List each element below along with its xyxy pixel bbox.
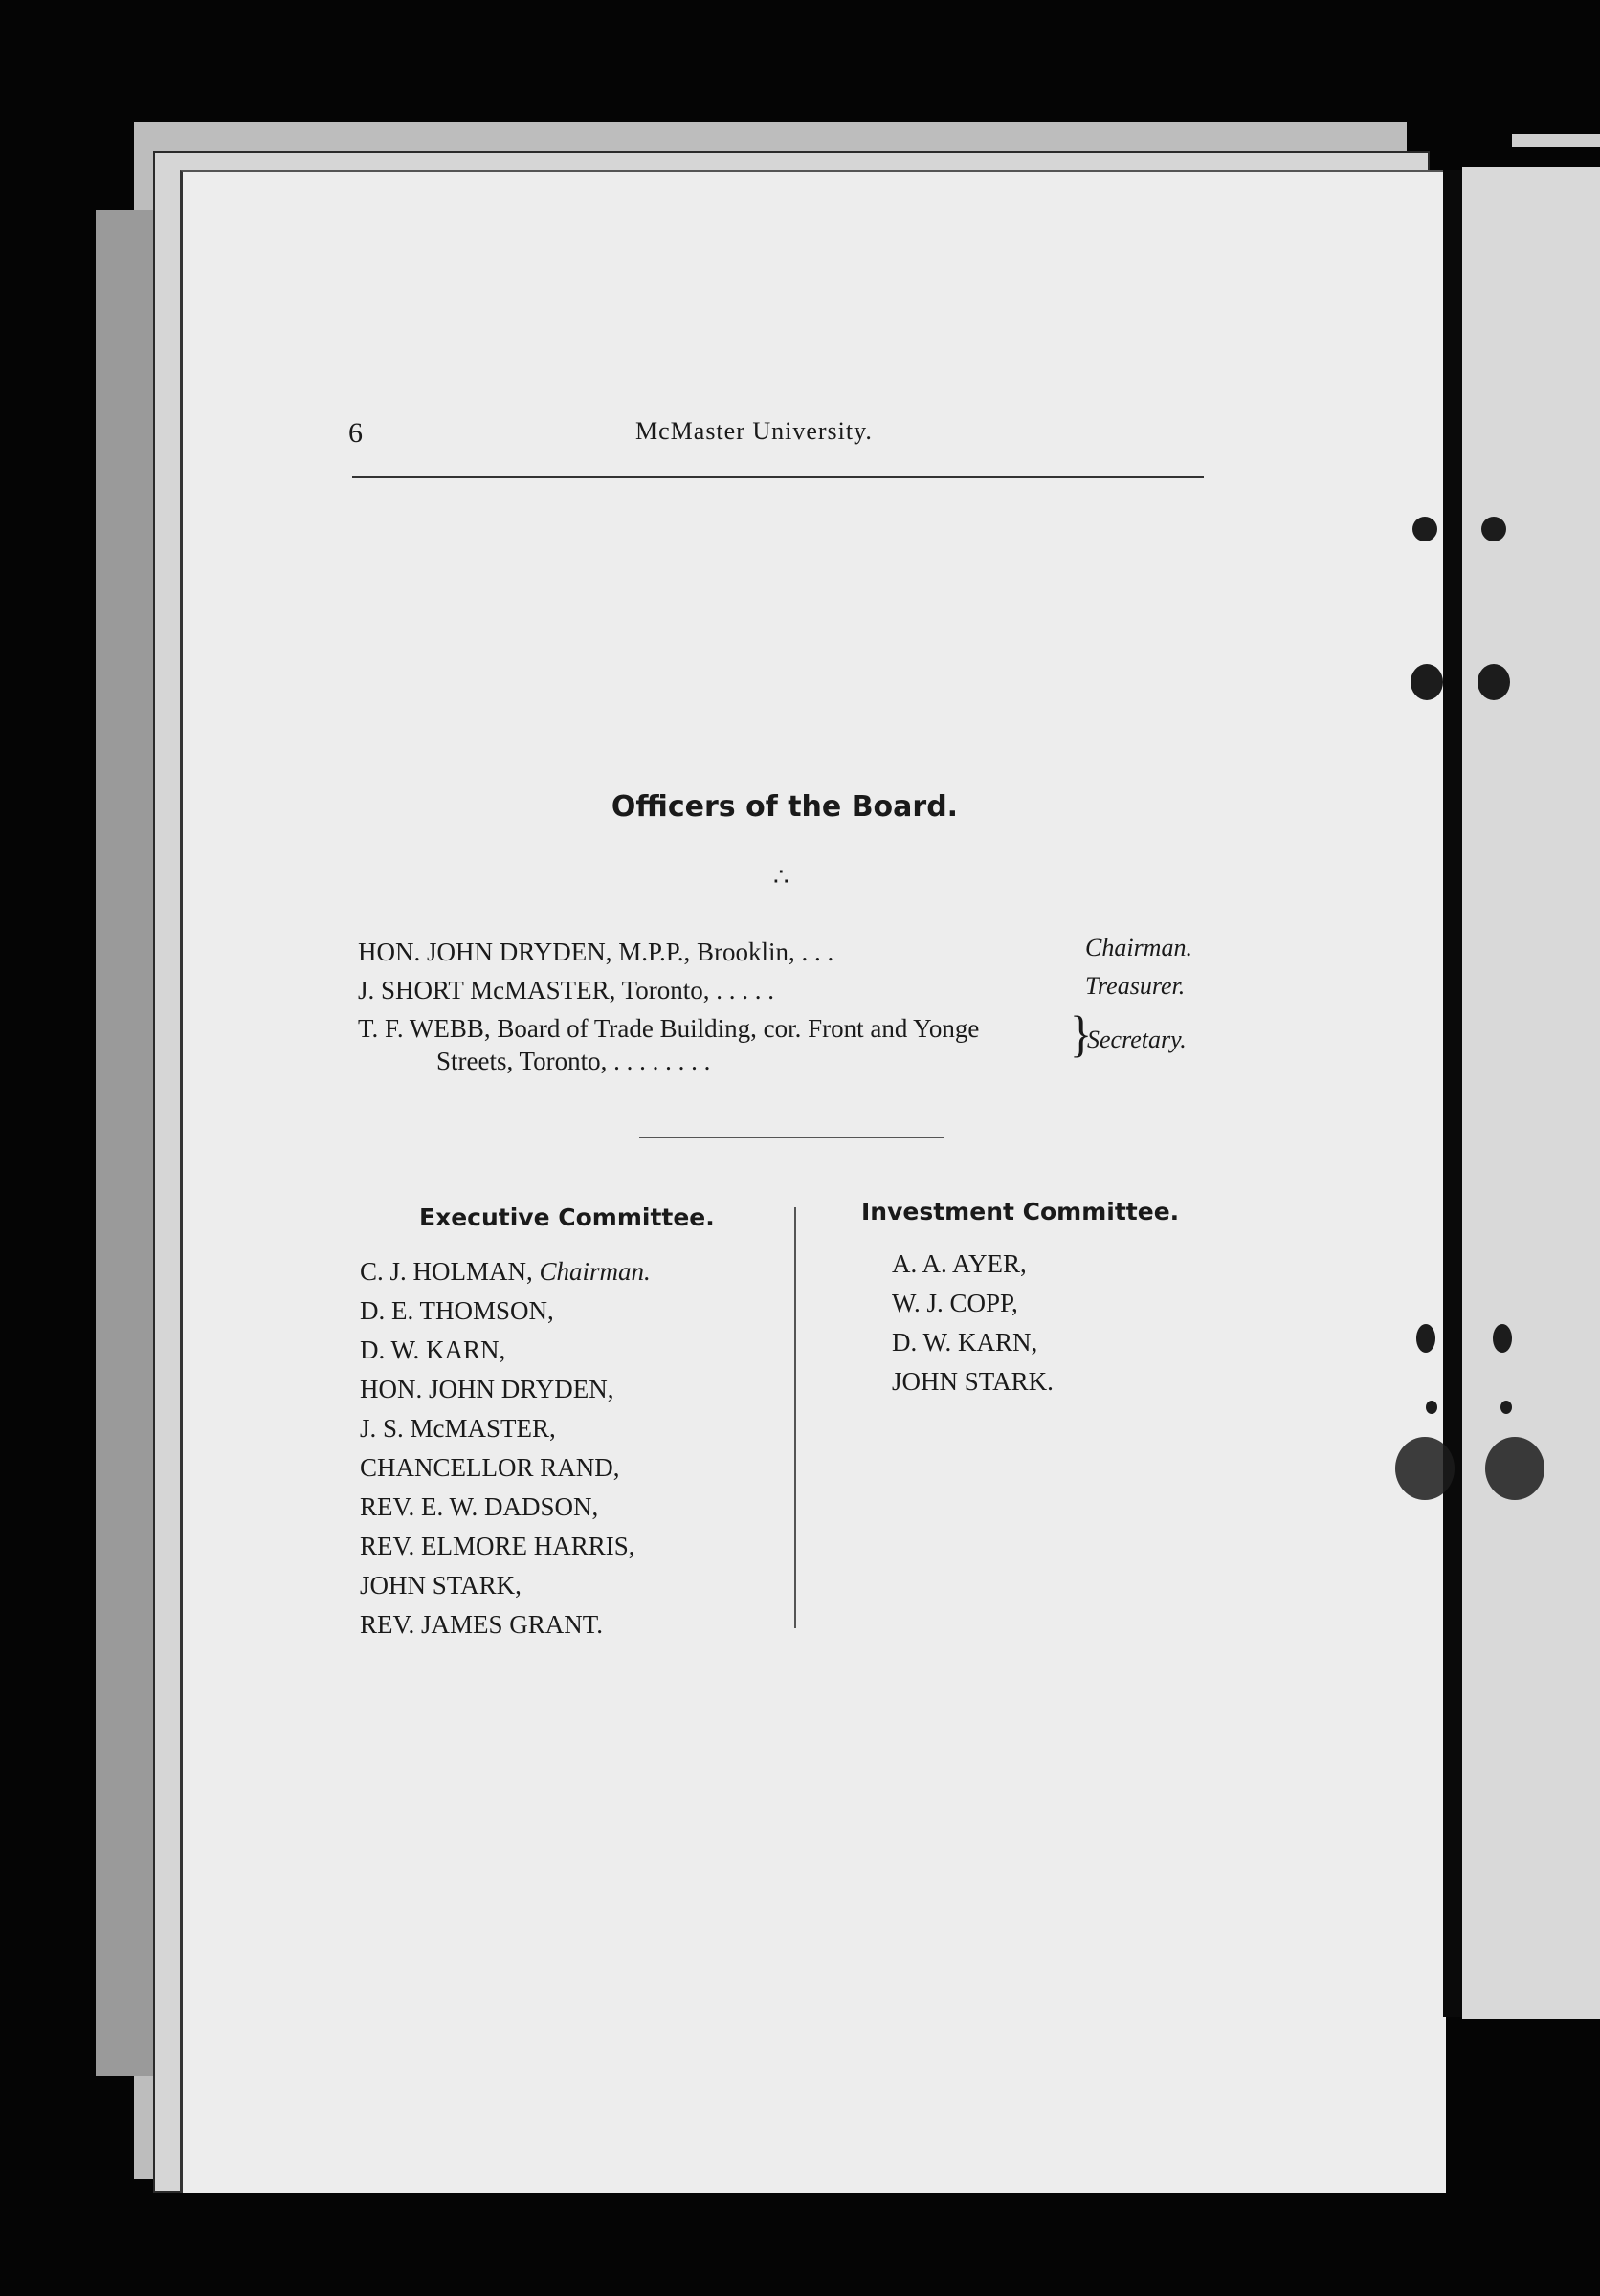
header-rule xyxy=(352,476,1204,478)
binding-hole xyxy=(1481,517,1506,541)
officer-row: T. F. WEBB, Board of Trade Building, cor. Front and Yonge xyxy=(358,1014,980,1043)
section-title: Officers of the Board. xyxy=(611,790,959,824)
officer-row: Streets, Toronto, . . . . . . . . xyxy=(436,1047,711,1075)
member-name: C. J. HOLMAN, xyxy=(360,1257,533,1286)
list-item: D. W. KARN, xyxy=(360,1336,506,1364)
facing-page-edge xyxy=(1462,167,1600,2019)
page-number: 6 xyxy=(348,417,363,449)
binding-hole xyxy=(1485,1437,1544,1500)
list-item: W. J. COPP, xyxy=(892,1289,1018,1317)
list-item: REV. ELMORE HARRIS, xyxy=(360,1532,635,1560)
officer-row: HON. JOHN DRYDEN, M.P.P., Brooklin, . . . xyxy=(358,938,834,966)
binding-hole xyxy=(1426,1401,1437,1414)
book-page xyxy=(180,170,1446,2193)
column-divider xyxy=(794,1207,796,1628)
executive-committee-list xyxy=(360,1257,651,1649)
binding-hole xyxy=(1412,517,1437,541)
binding-hole xyxy=(1500,1401,1512,1414)
ornament: ∴ xyxy=(773,863,789,891)
list-item: HON. JOHN DRYDEN, xyxy=(360,1375,614,1403)
list-item: D. E. THOMSON, xyxy=(360,1296,554,1325)
list-item: JOHN STARK. xyxy=(892,1367,1054,1396)
investment-committee-list xyxy=(892,1249,1054,1406)
binding-hole xyxy=(1493,1324,1512,1353)
list-item: J. S. McMASTER, xyxy=(360,1414,556,1443)
member-role: Chairman. xyxy=(539,1257,651,1286)
back-sheet-edge xyxy=(96,210,153,2076)
list-item: REV. E. W. DADSON, xyxy=(360,1492,599,1521)
list-item: CHANCELLOR RAND, xyxy=(360,1453,620,1482)
section-rule xyxy=(639,1137,944,1138)
list-item: A. A. AYER, xyxy=(892,1249,1027,1278)
officer-row: J. SHORT McMASTER, Toronto, . . . . . xyxy=(358,976,775,1004)
officer-role: Treasurer. xyxy=(1085,972,1186,1000)
list-item: REV. JAMES GRANT. xyxy=(360,1610,604,1639)
binding-hole xyxy=(1395,1437,1455,1500)
officer-role: Chairman. xyxy=(1085,934,1192,961)
list-item: JOHN STARK, xyxy=(360,1571,522,1600)
facing-page-strip xyxy=(1512,134,1600,147)
running-head: McMaster University. xyxy=(635,417,873,445)
executive-committee-heading: Executive Committee. xyxy=(419,1203,715,1231)
binding-hole xyxy=(1416,1324,1435,1353)
book-gutter xyxy=(1443,170,1462,2017)
brace: } xyxy=(1070,1006,1093,1063)
binding-hole xyxy=(1478,664,1510,700)
binding-hole xyxy=(1411,664,1443,700)
list-item: D. W. KARN, xyxy=(892,1328,1038,1357)
officer-role: Secretary. xyxy=(1087,1026,1187,1053)
investment-committee-heading: Investment Committee. xyxy=(861,1198,1180,1225)
list-item xyxy=(360,1257,651,1296)
